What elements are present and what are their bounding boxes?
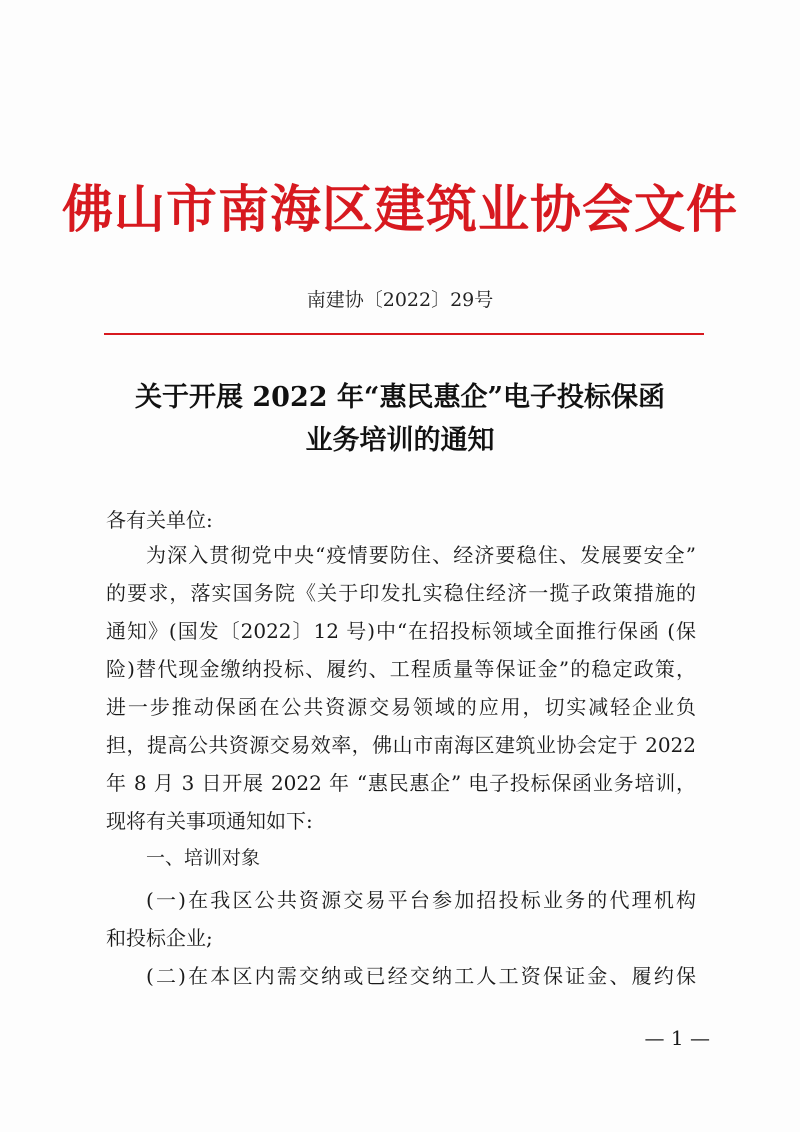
paragraph-line: 的要求，落实国务院《关于印发扎实稳住经济一揽子政策措施的: [106, 581, 696, 605]
list-item-line: (一)在我区公共资源交易平台参加招投标业务的代理机构: [146, 888, 696, 912]
section-heading: 一、培训对象: [146, 847, 261, 869]
paragraph-line: 现将有关事项通知如下:: [106, 809, 313, 833]
paragraph-line: 通知》(国发〔2022〕12 号)中“在招投标领域全面推行保函 (保: [106, 619, 696, 643]
list-item-line: (二)在本区内需交纳或已经交纳工人工资保证金、履约保: [146, 964, 696, 988]
red-divider-line: [104, 333, 704, 335]
paragraph-line: 年 8 月 3 日开展 2022 年 “惠民惠企” 电子投标保函业务培训，: [106, 771, 696, 795]
paragraph-line: 进一步推动保函在公共资源交易领域的应用，切实减轻企业负: [106, 695, 696, 719]
paragraph-line: 担，提高公共资源交易效率，佛山市南海区建筑业协会定于 2022: [106, 733, 696, 757]
page-number: — 1 —: [644, 1026, 710, 1050]
list-item-line: 和投标企业;: [106, 926, 213, 950]
document-number: 南建协〔2022〕29号: [306, 289, 494, 311]
notice-title-line-2: 业务培训的通知: [305, 425, 495, 456]
notice-title-line-1: 关于开展 2022 年“惠民惠企”电子投标保函: [134, 382, 665, 413]
issuer-masthead: 佛山市南海区建筑业协会文件: [61, 181, 738, 240]
paragraph-line: 为深入贯彻党中央“疫情要防住、经济要稳住、发展要安全”: [146, 543, 696, 567]
salutation: 各有关单位:: [106, 508, 213, 532]
paragraph-line: 险)替代现金缴纳投标、履约、工程质量等保证金”的稳定政策，: [106, 657, 696, 681]
